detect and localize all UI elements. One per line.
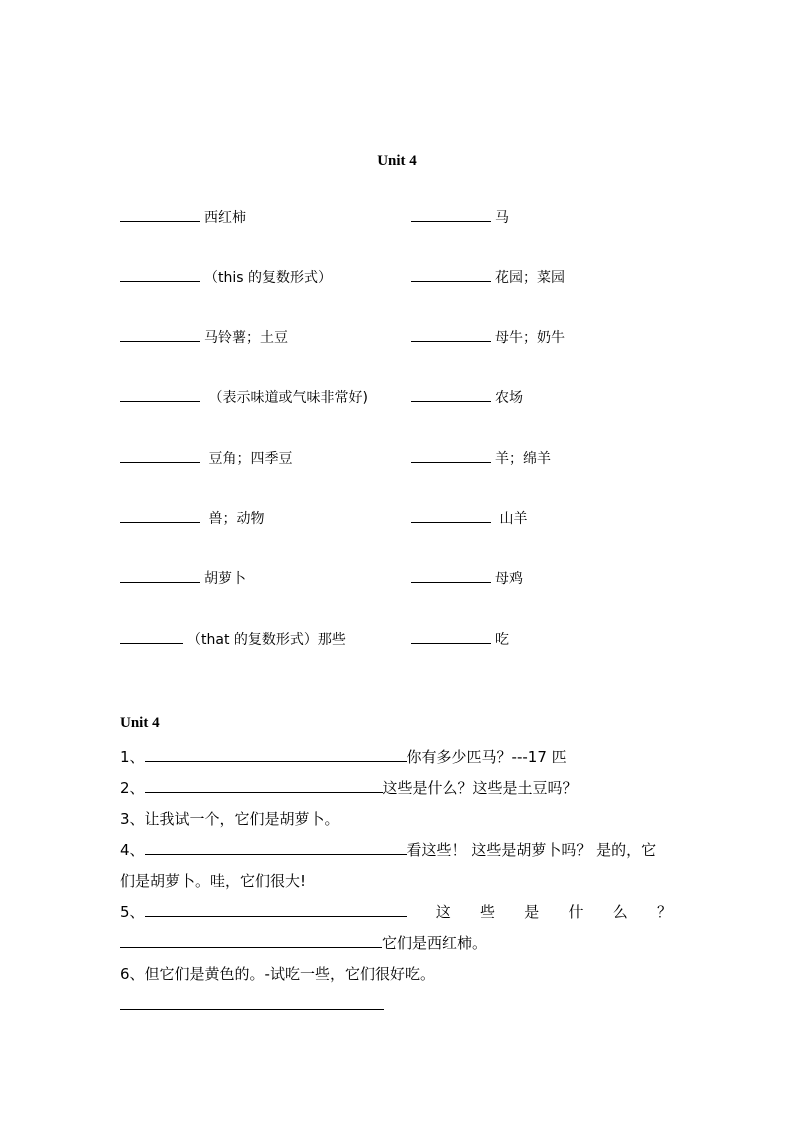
vocab-row <box>0 327 794 349</box>
vocab-row <box>0 448 794 470</box>
sentence-number: 4、 <box>120 841 145 859</box>
sentence-6: 6、但它们是黄色的。-试吃一些，它们很好吃。 <box>120 965 435 983</box>
answer-blank[interactable] <box>120 629 183 644</box>
answer-blank[interactable] <box>411 629 491 644</box>
answer-blank[interactable] <box>145 839 407 855</box>
vocab-row <box>0 508 794 530</box>
vocab-row <box>0 568 794 590</box>
answer-blank[interactable] <box>120 568 200 583</box>
answer-blank[interactable] <box>120 387 200 402</box>
sentence-word: ？ <box>656 903 672 921</box>
answer-blank[interactable] <box>411 207 491 222</box>
vocab-meaning: 豆角；四季豆 <box>204 451 293 467</box>
answer-blank[interactable] <box>411 387 491 402</box>
vocab-meaning: 花园；菜园 <box>495 270 565 286</box>
vocab-meaning: 胡萝卜 <box>204 571 246 587</box>
sentence-3: 3、让我试一个，它们是胡萝卜。 <box>120 810 340 828</box>
sentence-number: 2、 <box>120 779 145 797</box>
vocab-meaning: 母牛；奶牛 <box>495 330 565 346</box>
answer-blank[interactable] <box>411 448 491 463</box>
sentence-word: 么 <box>612 903 628 921</box>
answer-blank[interactable] <box>120 994 384 1010</box>
answer-blank[interactable] <box>120 932 382 948</box>
answer-blank[interactable] <box>120 207 200 222</box>
sentence-word: 这 <box>435 903 451 921</box>
sentence-text: 看这些！ 这些是胡萝卜吗？ 是的，它 <box>406 841 657 859</box>
sentence-6-answer <box>120 994 384 1016</box>
sentence-text: 你有多少匹马？---17 匹 <box>406 748 567 766</box>
answer-blank[interactable] <box>120 508 200 523</box>
vocab-meaning: 兽；动物 <box>204 511 265 527</box>
answer-blank[interactable] <box>411 508 491 523</box>
sentence-word: 是 <box>524 903 540 921</box>
sentence-number: 1、 <box>120 748 145 766</box>
sentence-5-continued <box>120 932 487 954</box>
vocab-meaning: （表示味道或气味非常好) <box>204 390 368 406</box>
vocab-meaning: 羊；绵羊 <box>495 451 551 467</box>
answer-blank[interactable] <box>411 267 491 282</box>
sentence-word: 些 <box>480 903 496 921</box>
vocab-row <box>0 629 794 651</box>
vocab-row <box>0 207 794 229</box>
sentence-5 <box>120 901 672 923</box>
sentence-4 <box>120 839 656 861</box>
answer-blank[interactable] <box>411 568 491 583</box>
answer-blank[interactable] <box>145 902 407 917</box>
answer-blank[interactable] <box>120 267 200 282</box>
answer-blank[interactable] <box>411 327 491 342</box>
vocab-meaning: 马 <box>495 210 509 226</box>
sentence-1 <box>120 746 567 768</box>
vocab-meaning: 母鸡 <box>495 571 523 587</box>
answer-blank[interactable] <box>145 746 407 762</box>
vocab-meaning: 西红柿 <box>204 210 246 226</box>
sentence-text: 这些是什么？这些是土豆吗？ <box>382 779 578 797</box>
sentence-4-continued: 们是胡萝卜。哇，它们很大! <box>120 872 307 890</box>
vocab-row <box>0 387 794 409</box>
sentence-2 <box>120 777 578 799</box>
sentence-text: 它们是西红柿。 <box>382 934 488 952</box>
answer-blank[interactable] <box>120 448 200 463</box>
sentence-word: 什 <box>568 903 584 921</box>
page-title: Unit 4 <box>377 153 417 169</box>
vocab-row <box>0 267 794 289</box>
answer-blank[interactable] <box>120 327 200 342</box>
vocab-meaning: 山羊 <box>495 511 528 527</box>
vocab-meaning: 马铃薯；土豆 <box>204 330 288 346</box>
vocab-meaning: 吃 <box>495 632 509 648</box>
vocab-meaning: （that 的复数形式）那些 <box>187 632 346 648</box>
vocab-meaning: 农场 <box>495 390 523 406</box>
vocab-meaning: （this 的复数形式） <box>204 270 332 286</box>
sentence-number: 5、 <box>120 903 145 921</box>
answer-blank[interactable] <box>145 777 383 793</box>
section-title: Unit 4 <box>120 715 160 731</box>
